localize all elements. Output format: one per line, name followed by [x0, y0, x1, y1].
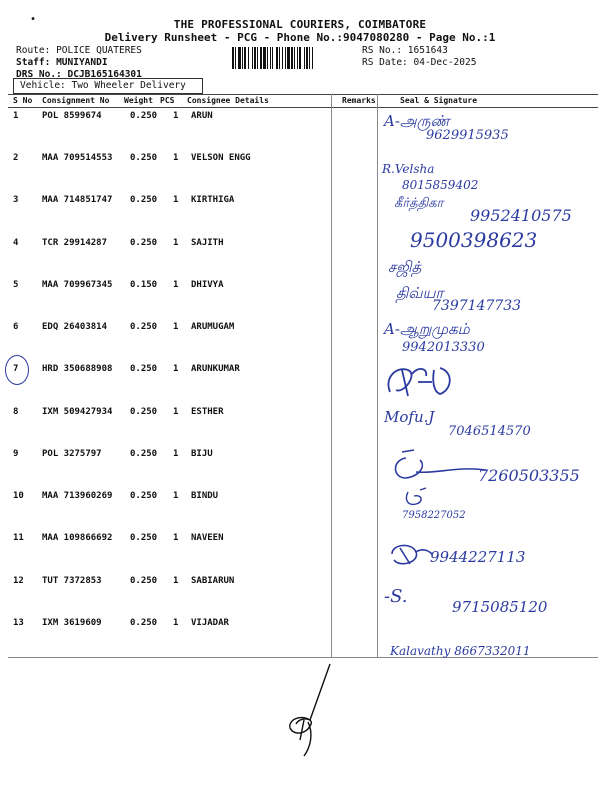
- row-sno: 11: [13, 533, 24, 543]
- barcode-bar: [242, 47, 243, 69]
- signature-row11: [386, 540, 436, 570]
- rs-no-line: [362, 45, 448, 56]
- sig-row4-name: சஜித்: [388, 258, 422, 276]
- sig-row3-name: கீர்த்திகா: [394, 196, 444, 211]
- rs-date-value: 04-Dec-2025: [413, 57, 477, 68]
- row-consignee: BIJU: [191, 449, 213, 459]
- barcode-bar: [244, 47, 246, 69]
- barcode-bar: [304, 47, 305, 69]
- barcode-bar: [272, 47, 273, 69]
- sig-row6-name: A-ஆறுமுகம்: [384, 320, 470, 338]
- row-pcs: 1: [173, 111, 179, 121]
- row-weight: 0.250: [130, 153, 158, 163]
- row-pcs: 1: [173, 195, 179, 205]
- barcode-bar: [309, 47, 310, 69]
- route-line: [16, 45, 142, 56]
- barcode-bar: [248, 47, 249, 69]
- sig-row12-phone: 9715085120: [452, 598, 548, 616]
- barcode-bar: [232, 47, 234, 69]
- sig-row8-phone: 7046514570: [448, 424, 531, 439]
- staff-line: [16, 57, 108, 68]
- row-consignee: NAVEEN: [191, 533, 224, 543]
- row-consignment: POL 3275797: [42, 449, 102, 459]
- row-pcs: 1: [173, 153, 179, 163]
- row-consignment: IXM 509427934: [42, 407, 113, 417]
- staff-value: MUNIYANDI: [56, 57, 108, 68]
- row-pcs: 1: [173, 364, 179, 374]
- row-weight: 0.250: [130, 449, 158, 459]
- bottom-signature: [270, 660, 360, 770]
- staff-label: Staff:: [16, 57, 51, 68]
- row-consignment: MAA 714851747: [42, 195, 113, 205]
- col-consignee: Consignee Details: [187, 96, 269, 105]
- col-remarks: Remarks: [342, 96, 376, 105]
- row-consignee: ARUNKUMAR: [191, 364, 240, 374]
- barcode-bar: [306, 47, 308, 69]
- table-body: [8, 107, 598, 657]
- sig-row5-name: திவ்யா: [396, 284, 444, 302]
- row-sno: 9: [13, 449, 19, 459]
- sig-row13: Kalavathy 8667332011: [390, 644, 531, 658]
- row-consignee: SABIARUN: [191, 576, 235, 586]
- row-consignment: TCR 29914287: [42, 238, 108, 248]
- vehicle-box: Vehicle: Two Wheeler Delivery: [13, 78, 203, 94]
- row-pcs: 1: [173, 280, 179, 290]
- sig-row10-phone: 7958227052: [402, 510, 466, 521]
- barcode-bar: [297, 47, 298, 69]
- barcode-bar: [291, 47, 293, 69]
- barcode-bar: [282, 47, 283, 69]
- col-weight: Weight: [124, 96, 153, 105]
- sig-row2-phone: 8015859402: [402, 178, 479, 192]
- row-pcs: 1: [173, 449, 179, 459]
- sig-row2-name: R.Velsha: [382, 162, 435, 176]
- row-pcs: 1: [173, 322, 179, 332]
- barcode: [232, 47, 358, 69]
- row-consignee: ESTHER: [191, 407, 224, 417]
- rs-date-line: [362, 57, 476, 68]
- row-consignment: MAA 709967345: [42, 280, 113, 290]
- row-weight: 0.250: [130, 618, 158, 628]
- row-sno: 6: [13, 322, 19, 332]
- row-sno: 4: [13, 238, 19, 248]
- route-label: Route:: [16, 45, 51, 56]
- signature-row10: [402, 486, 432, 510]
- row-consignment: MAA 713960269: [42, 491, 113, 501]
- barcode-bar: [260, 47, 262, 69]
- barcode-bar: [279, 47, 280, 69]
- sig-row5-phone: 7397147733: [432, 298, 522, 314]
- sig-row8-name: Mofu.J: [384, 408, 435, 426]
- row-sno: 5: [13, 280, 19, 290]
- sig-row9-phone: 7260503355: [478, 466, 580, 485]
- table-row: [8, 149, 598, 189]
- page-title: THE PROFESSIONAL COURIERS, COIMBATORE: [173, 18, 427, 31]
- barcode-bar: [267, 47, 268, 69]
- row-pcs: 1: [173, 407, 179, 417]
- row-consignee: SAJITH: [191, 238, 224, 248]
- row-pcs: 1: [173, 238, 179, 248]
- row-pcs: 1: [173, 576, 179, 586]
- row-pcs: 1: [173, 618, 179, 628]
- sig-row11-phone: 9944227113: [430, 548, 526, 566]
- row-weight: 0.250: [130, 576, 158, 586]
- row-weight: 0.250: [130, 322, 158, 332]
- rs-date-label: RS Date:: [362, 57, 408, 68]
- barcode-bar: [235, 47, 236, 69]
- row-consignment: MAA 709514553: [42, 153, 113, 163]
- signature-row7: [382, 360, 462, 402]
- sig-row1-name: A-அருண்: [384, 112, 450, 130]
- row-sno: 1: [13, 111, 19, 121]
- row-consignment: TUT 7372853: [42, 576, 102, 586]
- row-weight: 0.250: [130, 195, 158, 205]
- row-pcs: 1: [173, 491, 179, 501]
- barcode-bar: [312, 47, 313, 69]
- row-consignment: IXM 3619609: [42, 618, 102, 628]
- drs-value: DCJB165164301: [67, 69, 142, 80]
- barcode-bar: [238, 47, 241, 69]
- sig-row6-phone: 9942013330: [402, 340, 485, 355]
- barcode-bar: [299, 47, 301, 69]
- rs-no-label: RS No.:: [362, 45, 403, 56]
- row-weight: 0.250: [130, 533, 158, 543]
- barcode-bar: [252, 47, 253, 69]
- row-consignee: VELSON ENGG: [191, 153, 251, 163]
- row-sno: 3: [13, 195, 19, 205]
- barcode-bar: [276, 47, 278, 69]
- row-consignment: POL 8599674: [42, 111, 102, 121]
- hand-circle-row7: [5, 355, 29, 385]
- row-consignment: EDQ 26403814: [42, 322, 108, 332]
- col-seal: Seal & Signature: [400, 96, 478, 105]
- route-value: POLICE QUATERES: [56, 45, 142, 56]
- col-pcs: PCS: [160, 96, 175, 105]
- sig-row3-phone: 9952410575: [470, 206, 572, 225]
- table-row: [8, 107, 598, 147]
- barcode-bar: [285, 47, 286, 69]
- row-sno: 13: [13, 618, 24, 628]
- row-weight: 0.250: [130, 111, 158, 121]
- row-sno: 7: [13, 364, 19, 374]
- row-consignment: HRD 350688908: [42, 364, 113, 374]
- row-consignee: VIJADAR: [191, 618, 229, 628]
- row-weight: 0.250: [130, 364, 158, 374]
- sig-row1-phone: 9629915935: [426, 128, 509, 143]
- row-consignee: KIRTHIGA: [191, 195, 235, 205]
- barcode-bar: [257, 47, 258, 69]
- row-consignee: ARUMUGAM: [191, 322, 235, 332]
- table-row: [8, 360, 598, 400]
- row-sno: 12: [13, 576, 24, 586]
- row-consignment: MAA 109866692: [42, 533, 113, 543]
- row-sno: 10: [13, 491, 24, 501]
- row-consignee: DHIVYA: [191, 280, 224, 290]
- row-weight: 0.150: [130, 280, 158, 290]
- row-consignee: ARUN: [191, 111, 213, 121]
- table-row: [8, 318, 598, 358]
- col-sno: S No: [13, 96, 33, 105]
- table-header: [8, 94, 598, 108]
- row-sno: 8: [13, 407, 19, 417]
- barcode-bar: [287, 47, 290, 69]
- drs-label: DRS No.:: [16, 69, 62, 80]
- barcode-bar: [263, 47, 266, 69]
- barcode-bar: [270, 47, 271, 69]
- row-pcs: 1: [173, 533, 179, 543]
- table-row: [8, 487, 598, 527]
- sig-row12-name: -S.: [384, 586, 408, 607]
- row-weight: 0.250: [130, 491, 158, 501]
- scan-dot-mark: •: [30, 14, 37, 25]
- page-subtitle: Delivery Runsheet - PCG - Phone No.:9047080280 - Page No.:1: [104, 31, 496, 44]
- row-consignee: BINDU: [191, 491, 219, 501]
- barcode-bar: [254, 47, 256, 69]
- row-weight: 0.250: [130, 238, 158, 248]
- row-weight: 0.250: [130, 407, 158, 417]
- sig-row4-phone: 9500398623: [410, 228, 538, 252]
- rs-no-value: 1651643: [407, 45, 448, 56]
- col-consignment: Consignment No: [42, 96, 110, 105]
- barcode-bar: [294, 47, 295, 69]
- row-sno: 2: [13, 153, 19, 163]
